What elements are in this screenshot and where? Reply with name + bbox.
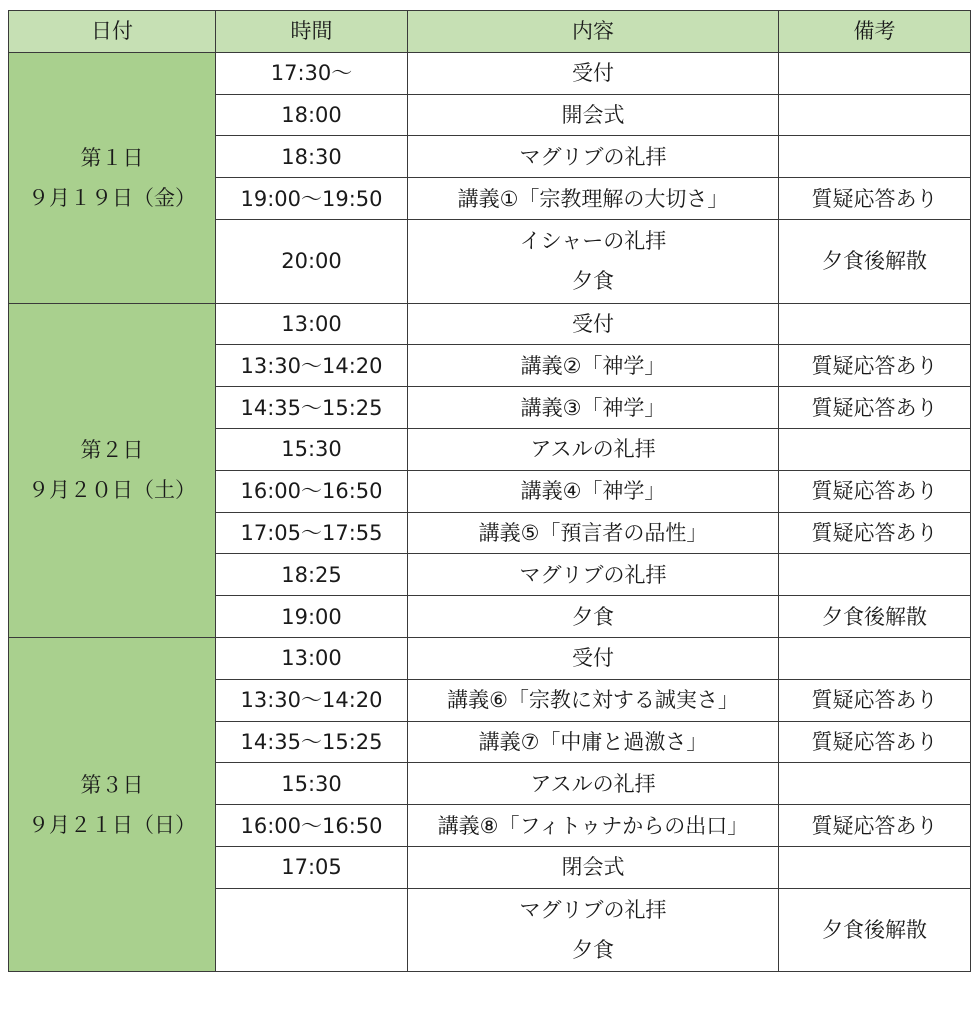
content-cell [408,94,779,136]
time-cell: 19:00 [216,596,408,638]
note-cell [779,136,971,178]
day-date: ９月２１日（日） [28,812,196,837]
time-cell [216,888,408,972]
day-cell [9,52,216,303]
time-cell: 13:30～14:20 [216,679,408,721]
time-cell: 18:30 [216,136,408,178]
note-cell [779,52,971,94]
content-cell [408,52,779,94]
note-cell [779,303,971,345]
content-cell [408,888,779,972]
content-cell [408,387,779,429]
content-cell [408,763,779,805]
day-cell [9,303,216,637]
note-cell: 質疑応答あり [779,805,971,847]
note-cell: 質疑応答あり [779,178,971,220]
content-cell [408,554,779,596]
content-line: 講義④「神学」 [520,479,666,504]
time-cell: 20:00 [216,219,408,303]
note-cell [779,554,971,596]
time-cell: 16:00～16:50 [216,470,408,512]
day-label: 第２日 [80,438,144,463]
day-cell [9,637,216,971]
day-date: ９月１９日（金） [28,185,196,210]
day-label: 第３日 [80,772,144,797]
content-cell [408,596,779,638]
content-line: マグリブの礼拝 [519,144,667,169]
note-cell [779,846,971,888]
content-line: マグリブの礼拝 [519,898,667,923]
note-cell [779,763,971,805]
note-cell: 夕食後解散 [779,888,971,972]
time-cell: 15:30 [216,763,408,805]
note-cell: 質疑応答あり [779,512,971,554]
content-line: 講義③「神学」 [520,395,666,420]
content-cell [408,178,779,220]
time-cell: 17:30～ [216,52,408,94]
content-cell [408,721,779,763]
header-row [9,11,971,53]
note-cell [779,94,971,136]
content-line: 受付 [572,311,614,336]
header-date: 日付 [9,11,216,53]
note-cell: 質疑応答あり [779,721,971,763]
time-cell: 17:05 [216,846,408,888]
content-line: 受付 [572,646,614,671]
time-cell: 13:00 [216,637,408,679]
content-line: 講義①「宗教理解の大切さ」 [457,186,729,211]
time-cell: 18:25 [216,554,408,596]
header-notes: 備考 [779,11,971,53]
content-line: イシャーの礼拝 [519,229,667,254]
schedule-row [9,637,971,679]
content-line: 講義⑥「宗教に対する誠実さ」 [447,688,739,713]
time-cell: 13:00 [216,303,408,345]
day-label: 第１日 [80,145,144,170]
schedule-body [9,52,971,972]
content-cell [408,345,779,387]
content-cell [408,512,779,554]
content-line: 講義②「神学」 [520,353,666,378]
content-line: マグリブの礼拝 [519,562,667,587]
content-line: 講義⑦「中庸と過激さ」 [478,729,708,754]
time-cell: 18:00 [216,94,408,136]
time-cell: 16:00～16:50 [216,805,408,847]
content-line: 夕食 [572,269,614,294]
schedule-row [9,303,971,345]
time-cell: 17:05～17:55 [216,512,408,554]
day-date: ９月２０日（土） [28,478,196,503]
content-cell [408,219,779,303]
note-cell [779,428,971,470]
time-cell: 13:30～14:20 [216,345,408,387]
time-cell: 19:00～19:50 [216,178,408,220]
note-cell [779,637,971,679]
content-line: 開会式 [561,102,625,127]
header-content: 内容 [408,11,779,53]
note-cell: 夕食後解散 [779,219,971,303]
content-line: アスルの礼拝 [530,437,656,462]
content-line: 閉会式 [561,855,625,880]
content-cell [408,846,779,888]
time-cell: 14:35～15:25 [216,721,408,763]
content-cell [408,470,779,512]
time-cell: 14:35～15:25 [216,387,408,429]
content-cell [408,428,779,470]
note-cell: 質疑応答あり [779,387,971,429]
content-line: 夕食 [572,938,614,963]
schedule-table [8,10,971,972]
note-cell: 質疑応答あり [779,345,971,387]
header-time: 時間 [216,11,408,53]
content-line: 夕食 [572,604,614,629]
time-cell: 15:30 [216,428,408,470]
content-cell [408,805,779,847]
content-line: アスルの礼拝 [530,771,656,796]
content-cell [408,303,779,345]
content-line: 受付 [572,61,614,86]
note-cell: 質疑応答あり [779,679,971,721]
note-cell: 質疑応答あり [779,470,971,512]
content-line: 講義⑤「預言者の品性」 [478,520,708,545]
content-cell [408,679,779,721]
content-cell [408,136,779,178]
schedule-row [9,52,971,94]
content-cell [408,637,779,679]
content-line: 講義⑧「フィトゥナからの出口」 [437,813,749,838]
note-cell: 夕食後解散 [779,596,971,638]
